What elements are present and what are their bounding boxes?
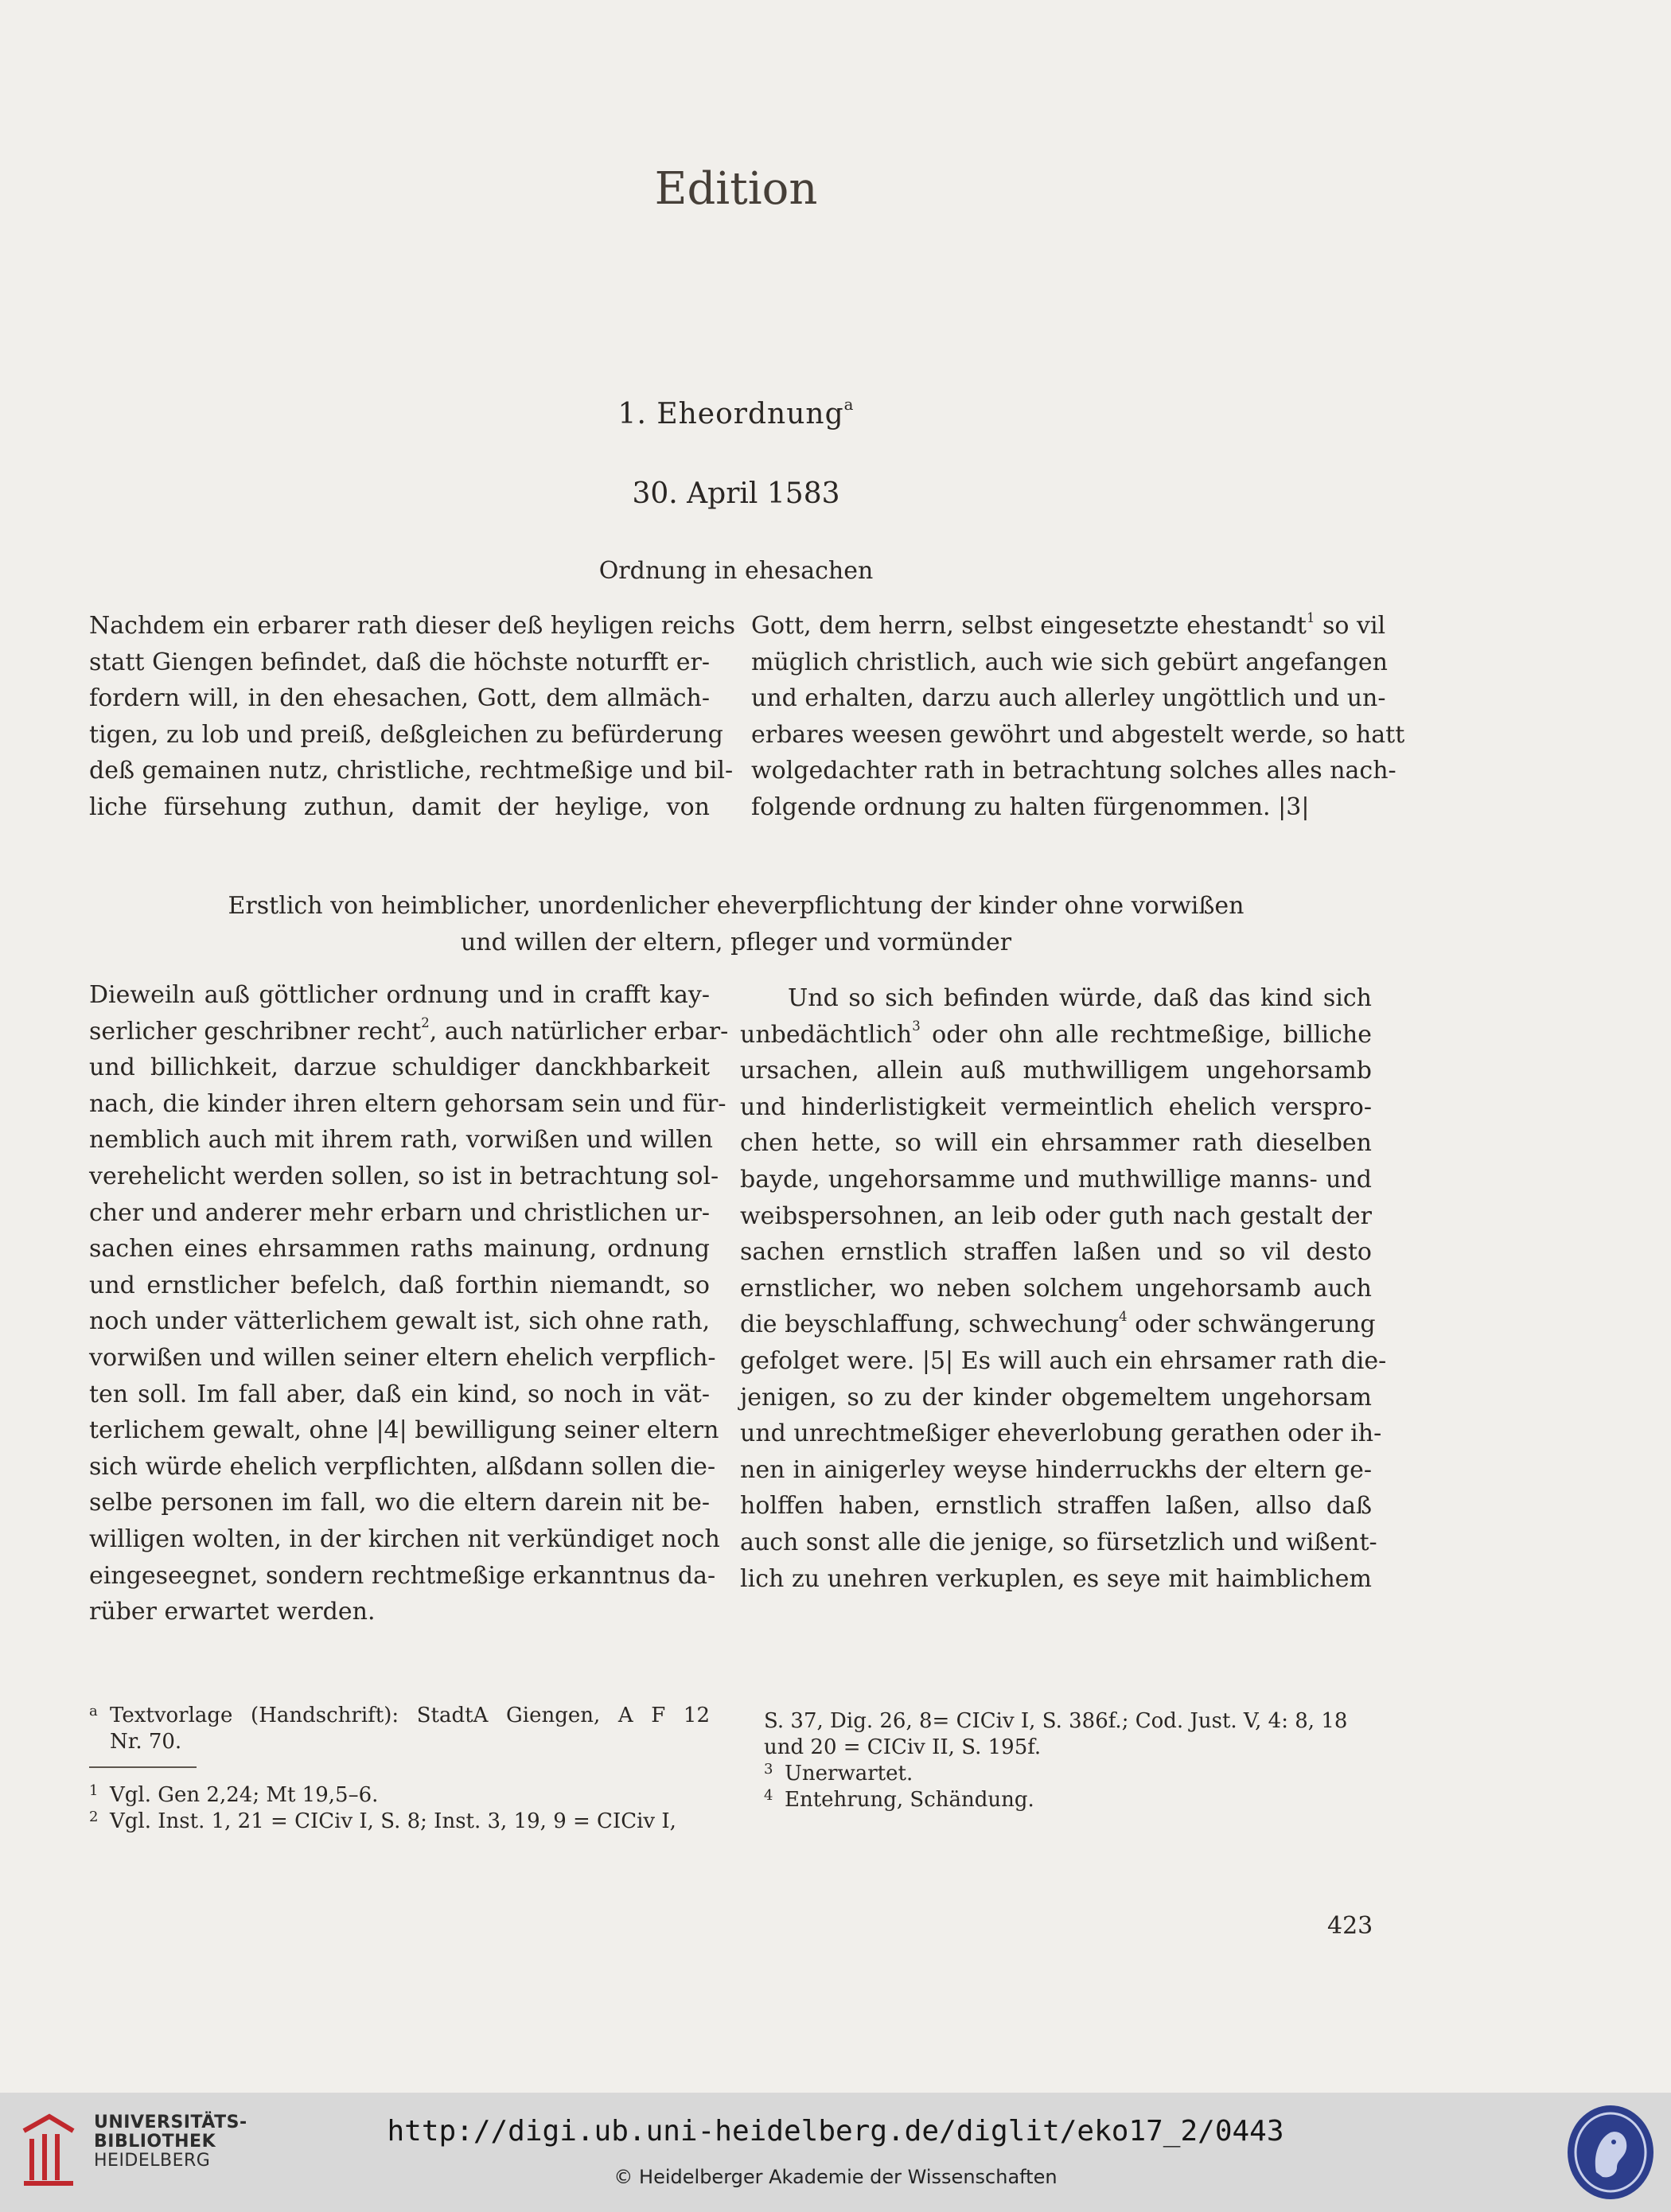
footnote-mark: 1 (1306, 609, 1315, 625)
text-line: ernstlicher, wo neben solchem ungehorsamb auch (740, 1274, 1372, 1303)
page-number: 423 (1327, 1912, 1373, 1940)
text-line: und ernstlicher befelch, daß forthin niemandt, so (89, 1271, 710, 1299)
footnote: a Textvorlage (Handschrift): StadtA Giengen, A F 12 Nr. 70. (89, 1703, 710, 1755)
text-line: gefolget were. |5| Es will auch ein ehrsamer rath die- (740, 1346, 1387, 1375)
text-line: willigen wolten, in der kirchen nit verkündiget noch (89, 1525, 720, 1553)
text-line: unbedächtlich$^3$ oder ohn alle rechtmeßige, billiche (740, 1018, 1372, 1049)
document-subtitle: Ordnung in ehesachen (598, 557, 874, 585)
permalink-url[interactable]: http://digi.ub.uni-heidelberg.de/diglit/eko17_2/0443 (387, 2115, 1284, 2148)
footnote-mark: 3 (912, 1018, 921, 1034)
text-line: verehelicht werden sollen, so ist in betrachtung sol- (89, 1162, 719, 1190)
body-left-column (89, 977, 729, 1630)
text-line: müglich christlich, auch wie sich gebürt angefangen (751, 648, 1388, 676)
text-line: jenigen, so zu der kinder obgemeltem ungehorsam (740, 1383, 1372, 1412)
text-line: nemblich auch mit ihrem rath, vorwißen und willen (89, 1126, 713, 1155)
text-line: und billichkeit, darzue schuldiger danckhbarkeit (89, 1053, 710, 1082)
text-line: lich zu unehren verkuplen, es seye mit haimblichem (740, 1564, 1372, 1593)
text-line: ten soll. Im fall aber, daß ein kind, so noch in vät- (89, 1380, 710, 1408)
footnote: 1 Vgl. Gen 2,24; Mt 19,5–6. (89, 1782, 710, 1809)
footer-bar (0, 2093, 1671, 2212)
footnotes-right: S. 37, Dig. 26, 8= CICiv I, S. 386f.; Cod. Just. V, 4: 8, 18 und 20 = CICiv II, S. 195f. 3 Unerwartet. 4 Entehrung, Schändung. (764, 1708, 1372, 1813)
academy-seal-icon[interactable] (1564, 2102, 1657, 2202)
text-line: bayde, ungehorsamme und muthwillige manns- und (740, 1165, 1372, 1194)
library-name[interactable]: UNIVERSITÄTS- BIBLIOTHEK HEIDELBERG (94, 2113, 247, 2171)
footnote-mark: a (843, 395, 855, 415)
footnote-mark: 4 (1119, 1309, 1128, 1325)
text-line: tigen, zu lob und preiß, deßgleichen zu befürderung (89, 720, 723, 749)
text-line: wolgedachter rath in betrachtung solches alles nach- (751, 757, 1396, 785)
footnotes-left (89, 1703, 710, 1835)
text-line: nach, die kinder ihren eltern gehorsam sein und für- (89, 1089, 726, 1118)
body-right-column (740, 980, 1387, 1597)
section-heading: 1. Eheordnung$^a$ (617, 395, 855, 430)
text-line: ursachen, allein auß muthwilligem ungehorsamb (740, 1057, 1372, 1085)
text-line: erbares weesen gewöhrt und abgestelt werde, so hatt (751, 720, 1405, 749)
text-line: sachen eines ehrsammen raths mainung, ordnung (89, 1235, 710, 1264)
text-line: sachen ernstlich straffen laßen und so vil desto (740, 1238, 1372, 1267)
footnote: 4 Entehrung, Schändung. (764, 1787, 1372, 1813)
text-line: die beyschlaffung, schwechung$^4$ oder schwängerung (740, 1309, 1376, 1339)
footnote-mark: 4 (764, 1787, 773, 1804)
footnote-mark: 3 (764, 1761, 773, 1778)
text-line: Dieweiln auß göttlicher ordnung und in crafft kay- (89, 981, 710, 1009)
text-line: chen hette, so will ein ehrsammer rath dieselben (740, 1129, 1372, 1158)
text-line: eingeseegnet, sondern rechtmeßige erkanntnus da- (89, 1561, 716, 1590)
text-line: terlichem gewalt, ohne |4| bewilligung seiner eltern (89, 1416, 719, 1445)
text-line: Und so sich befinden würde, daß das kind sich (788, 984, 1372, 1012)
text-line: und erhalten, darzu auch allerley ungöttlich und un- (751, 684, 1386, 713)
footnote-divider (89, 1766, 197, 1768)
text-line: fordern will, in den ehesachen, Gott, dem allmäch- (89, 684, 710, 713)
text-line: auch sonst alle die jenige, so fürsetzlich und wißent- (740, 1528, 1377, 1556)
footnote: 3 Unerwartet. (764, 1761, 1372, 1787)
text-line: cher und anderer mehr erbarn und christlichen ur- (89, 1198, 710, 1227)
text-line: deß gemainen nutz, christliche, rechtmeßige und bil- (89, 757, 734, 785)
footnote-mark: 2 (421, 1015, 430, 1031)
text-line: sich würde ehelich verpflichten, alßdann sollen die- (89, 1452, 716, 1481)
text-line: und hinderlistigkeit vermeintlich ehelich verspro- (740, 1092, 1372, 1121)
text-line: Nachdem ein erbarer rath dieser deß heyligen reichs (89, 612, 736, 640)
footnote-mark: 1 (89, 1782, 99, 1799)
text-line: und unrechtmeßiger eheverlobung gerathen oder ih- (740, 1419, 1382, 1448)
text-line: folgende ordnung zu halten fürgenommen. |3| (751, 793, 1310, 821)
text-line: vorwißen und willen seiner eltern ehelich verpflich- (89, 1343, 716, 1372)
text-line: statt Giengen befindet, daß die höchste noturfft er- (89, 648, 710, 676)
page-title: Edition (654, 163, 818, 215)
copyright-notice: © Heidelberger Akademie der Wissenschaften (613, 2166, 1058, 2188)
intro-left-column (89, 608, 736, 826)
intro-right-column (751, 608, 1405, 826)
text-line: weibspersohnen, an leib oder guth nach gestalt der (740, 1201, 1372, 1230)
document-date: 30. April 1583 (632, 477, 840, 510)
text-line: selbe personen im fall, wo die eltern darein nit be- (89, 1489, 710, 1517)
footnote-mark: a (89, 1703, 98, 1719)
text-line: serlicher geschribner recht$^2$, auch natürlicher erbar- (89, 1015, 729, 1046)
section-title: Erstlich von heimblicher, unordenlicher eheverpflichtung der kinder ohne vorwißen und willen der eltern, pfleger und vormünder (228, 892, 1244, 956)
footnote: 2 Vgl. Inst. 1, 21 = CICiv I, S. 8; Inst. 3, 19, 9 = CICiv I, (89, 1809, 710, 1835)
text-line: Gott, dem herrn, selbst eingesetzte ehestandt$^1$ so vil (751, 609, 1386, 640)
text-line: liche fürsehung zuthun, damit der heylige, von (89, 793, 710, 821)
text-line: holffen haben, ernstlich straffen laßen, allso daß (740, 1492, 1372, 1521)
text-line: nen in ainigerley weyse hinderruckhs der eltern ge- (740, 1455, 1372, 1484)
footnote-mark: 2 (89, 1809, 99, 1825)
text-line: noch under vätterlichem gewalt ist, sich ohne rath, (89, 1307, 711, 1336)
text-line: rüber erwartet werden. (89, 1598, 376, 1626)
